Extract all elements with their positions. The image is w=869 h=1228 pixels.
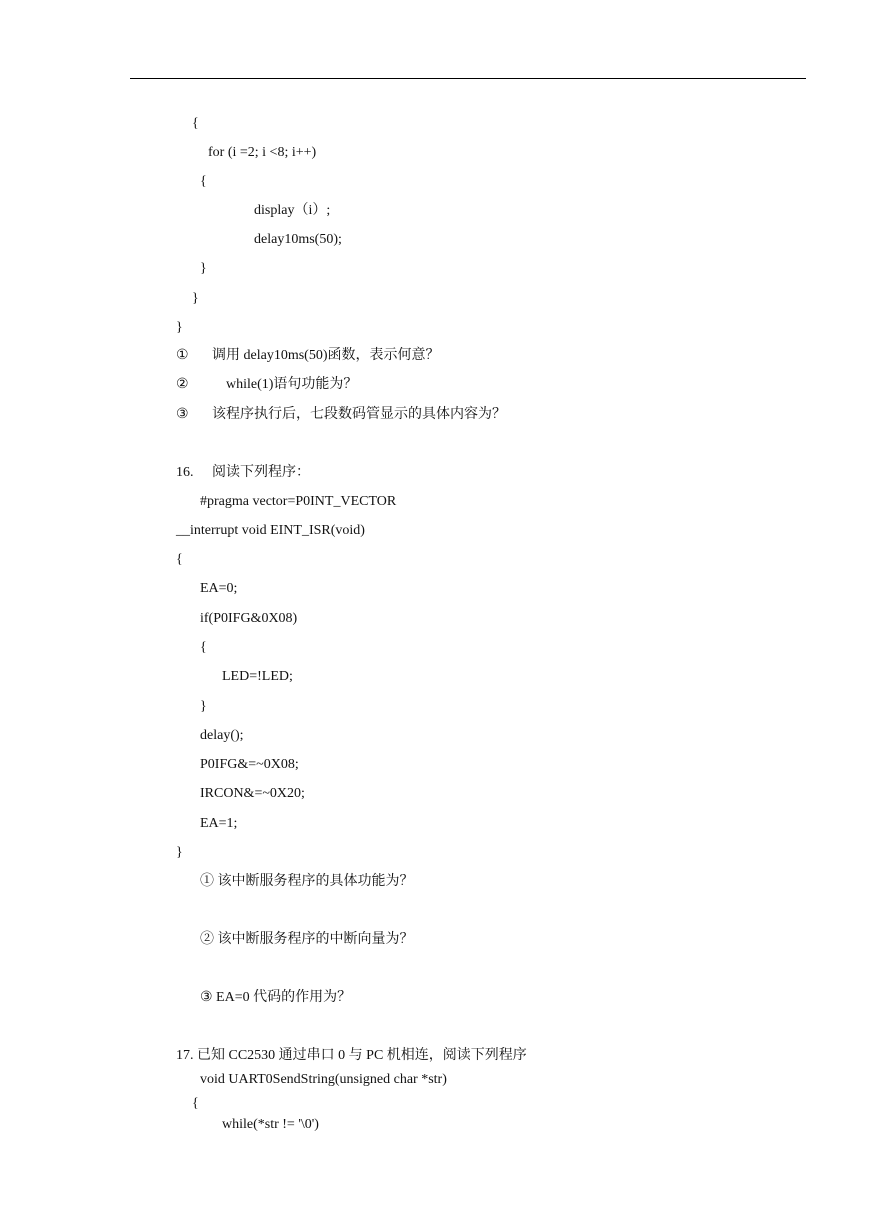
code-line: { bbox=[200, 174, 207, 189]
code-line: } bbox=[200, 261, 207, 276]
code-line: if(P0IFG&0X08) bbox=[200, 611, 298, 626]
question-number: 16. bbox=[176, 465, 194, 480]
question-text: while(1)语句功能为？ bbox=[226, 377, 358, 392]
code-line: P0IFG&=~0X08; bbox=[200, 757, 299, 772]
code-line: { bbox=[192, 116, 199, 131]
question-number: ① bbox=[176, 348, 189, 363]
code-line: while(*str != '\0') bbox=[222, 1117, 319, 1132]
code-line: delay(); bbox=[200, 728, 244, 743]
question-text: 调用 delay10ms(50)函数，表示何意？ bbox=[212, 348, 440, 363]
code-line: EA=0; bbox=[200, 581, 238, 596]
question-number: ② bbox=[176, 377, 189, 392]
code-line: EA=1; bbox=[200, 816, 238, 831]
code-line: { bbox=[176, 552, 183, 567]
code-line: void UART0SendString(unsigned char *str) bbox=[200, 1072, 447, 1087]
code-line: } bbox=[192, 291, 199, 306]
code-line: { bbox=[200, 640, 207, 655]
header-rule bbox=[130, 78, 806, 79]
code-line: for (i =2; i <8; i++) bbox=[208, 145, 317, 160]
question-number: ③ bbox=[176, 407, 189, 422]
code-line: } bbox=[176, 845, 183, 860]
question-text: 阅读下列程序： bbox=[212, 465, 310, 480]
code-line: __interrupt void EINT_ISR(void) bbox=[176, 523, 365, 538]
code-line: { bbox=[192, 1096, 199, 1111]
question-text: 该程序执行后，七段数码管显示的具体内容为？ bbox=[212, 407, 506, 422]
code-line: } bbox=[200, 699, 207, 714]
code-line: display（i）; bbox=[254, 203, 331, 218]
code-line: LED=!LED; bbox=[222, 669, 293, 684]
question-text: ① 该中断服务程序的具体功能为？ bbox=[200, 874, 414, 889]
question-text: 17. 已知 CC2530 通过串口 0 与 PC 机相连，阅读下列程序 bbox=[176, 1048, 527, 1063]
code-line: #pragma vector=P0INT_VECTOR bbox=[200, 494, 397, 509]
question-text: ② 该中断服务程序的中断向量为？ bbox=[200, 932, 414, 947]
question-text: ③ EA=0 代码的作用为？ bbox=[200, 990, 352, 1005]
code-line: delay10ms(50); bbox=[254, 232, 342, 247]
code-line: } bbox=[176, 320, 183, 335]
code-line: IRCON&=~0X20; bbox=[200, 786, 305, 801]
